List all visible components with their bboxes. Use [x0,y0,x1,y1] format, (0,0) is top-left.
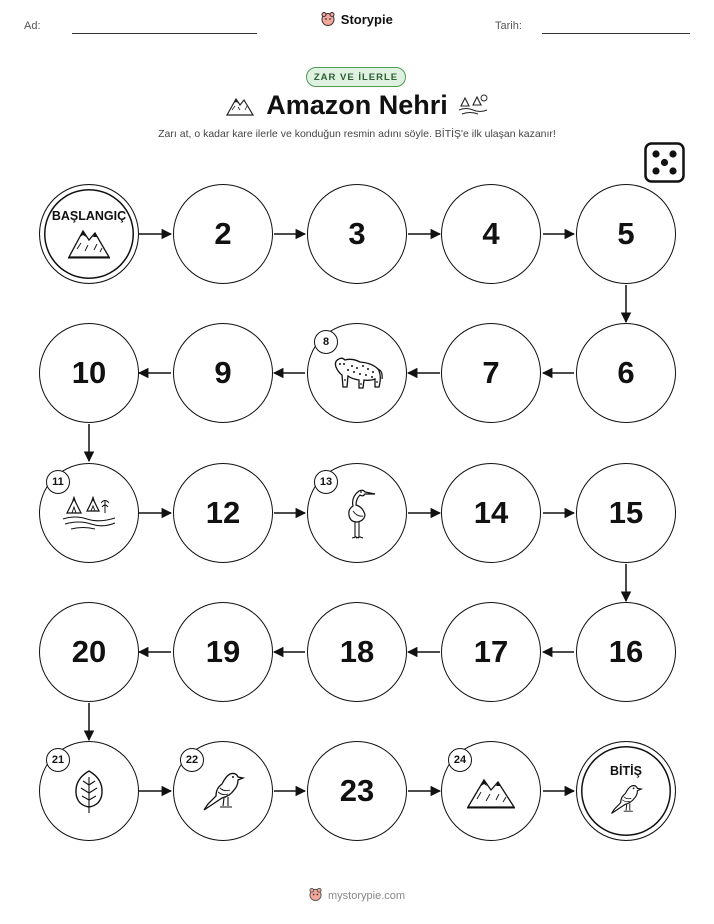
start-label: BAŞLANGIÇ [51,209,127,223]
bird-icon [198,766,248,816]
badge-21: 21 [46,748,70,772]
cell-2[interactable]: 2 [173,184,273,284]
mountain-icon [67,225,111,259]
cell-4[interactable]: 4 [441,184,541,284]
cell-6[interactable]: 6 [576,323,676,423]
badge-8: 8 [314,330,338,354]
finish-label: BİTİŞ [610,764,642,778]
page-title: Amazon Nehri [266,90,448,120]
cell-18[interactable]: 18 [307,602,407,702]
game-type-badge: ZAR VE İLERLE [306,67,406,87]
cell-14[interactable]: 14 [441,463,541,563]
cell-3[interactable]: 3 [307,184,407,284]
badge-22: 22 [180,748,204,772]
leaf-icon [69,767,109,815]
mountain-icon [466,772,516,810]
heron-icon [337,485,377,541]
cell-10[interactable]: 10 [39,323,139,423]
date-label: Tarih: [495,20,522,32]
badge-13: 13 [314,470,338,494]
cell-5[interactable]: 5 [576,184,676,284]
cell-23[interactable]: 23 [307,741,407,841]
cell-19[interactable]: 19 [173,602,273,702]
bird-icon [607,780,645,818]
cell-15[interactable]: 15 [576,463,676,563]
name-label: Ad: [24,20,41,32]
badge-24: 24 [448,748,472,772]
badge-11: 11 [46,470,70,494]
instructions: Zarı at, o kadar kare ilerle ve konduğun resmin adını söyle. BİTİŞ'e ilk ulaşan kazanır! [158,128,556,140]
jaguar-icon [330,353,384,393]
start-cell[interactable] [39,184,139,284]
cell-7[interactable]: 7 [441,323,541,423]
cell-12[interactable]: 12 [173,463,273,563]
cell-16[interactable]: 16 [576,602,676,702]
footer-url[interactable]: mystorypie.com [328,889,406,902]
storypie-logo-icon [309,888,322,904]
footer [0,888,714,904]
village-river-icon [61,493,117,533]
cell-17[interactable]: 17 [441,602,541,702]
finish-cell[interactable] [576,741,676,841]
cell-20[interactable]: 20 [39,602,139,702]
cell-9[interactable]: 9 [173,323,273,423]
brand-name: Storypie [340,12,393,27]
